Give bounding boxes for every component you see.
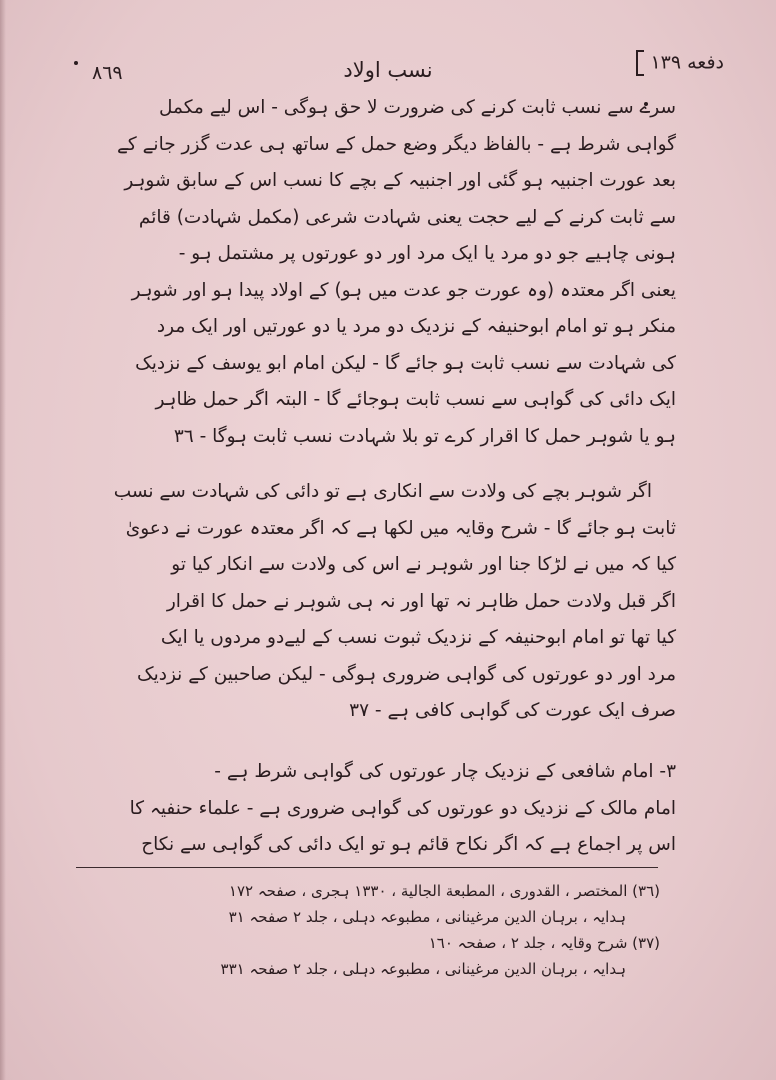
text-line: ہو یا شوہر حمل کا اقرار کرے تو بلا شہادت نسب ثابت ہوگا - ٣٦ — [173, 425, 676, 447]
text-line: ثابت ہو جائے گا - شرح وقایہ میں لکھا ہے کہ اگر معتدہ عورت نے دعویٰ — [125, 517, 676, 539]
page-number: ٨٦٩ — [92, 62, 123, 84]
text-line: امام مالک کے نزدیک دو عورتوں کی گواہی ضروری ہے - علماء حنفیہ کا — [129, 797, 676, 819]
text-line: ایک دائی کی گواہی سے نسب ثابت ہوجائے گا - البتہ اگر حمل ظاہر — [155, 389, 676, 410]
text-line: اگر قبل ولادت حمل ظاہر نہ تھا اور نہ ہی شوہر نے حمل کا اقرار — [166, 590, 676, 612]
text-line: ہونی چاہیے جو دو مرد یا ایک مرد اور دو عورتوں پر مشتمل ہو - — [178, 243, 676, 264]
text-line: کیا کہ میں نے لڑکا جنا اور شوہر نے اس کی ولادت سے انکار کیا تو — [171, 554, 676, 575]
footnote-divider — [76, 867, 658, 868]
text-line: اگر شوہر بچے کی ولادت سے انکاری ہے تو دائی کی شہادت سے نسب — [113, 481, 652, 502]
text-line: منکر ہو تو امام ابوحنیفہ کے نزدیک دو مرد یا دو عورتیں اور ایک مرد — [156, 316, 676, 337]
footnote-37: (٣٧) شرح وقایہ ، جلد ٢ ، صفحہ ١٦٠ — [428, 934, 660, 952]
paragraph-2 — [96, 474, 676, 730]
text-line: مرد اور دو عورتوں کی گواہی ضروری ہوگی - لیکن صاحبین کے نزدیک — [137, 663, 676, 685]
paragraph-3 — [96, 754, 676, 864]
text-line: کیا تھا تو امام ابوحنیفہ کے نزدیک ثبوت نسب کے لیےدو مردوں یا ایک — [160, 627, 676, 648]
text-line: سے ثابت کرنے کے لیے حجت یعنی شہادت شرعی (مکمل شہادت) قائم — [138, 206, 676, 228]
text-line: بعد عورت اجنبیہ ہو گئی اور اجنبیہ کے بچے کا نسب اس کے سابق شوہر — [124, 170, 676, 191]
text-line: ٣- امام شافعی کے نزدیک چار عورتوں کی گواہی شرط ہے - — [214, 761, 676, 782]
section-label-text: دفعه ١٣٩ — [650, 51, 724, 74]
section-bracket — [636, 50, 644, 76]
paragraph-1 — [96, 90, 676, 455]
running-title: نسب اولاد — [343, 58, 433, 82]
footnote-37-cont: ہدایہ ، برہان الدین مرغینانی ، مطبوعہ دہلی ، جلد ٢ صفحہ ٣٣١ — [220, 960, 626, 978]
section-label — [636, 50, 724, 76]
footnotes — [160, 878, 660, 982]
footnote-36: (٣٦) المختصر ، القدوری ، المطبعة الجالية ، ١٣٣٠ ہجری ، صفحہ ١٧٢ — [228, 882, 660, 900]
text-line: یعنی اگر معتدہ (وہ عورت جو عدت میں ہو) کے اولاد پیدا ہو اور شوہر — [131, 279, 676, 301]
text-line: اس پر اجماع ہے کہ اگر نکاح قائم ہو تو ایک دائی کی گواہی سے نکاح — [141, 834, 676, 855]
footnote-36-cont: ہدایہ ، برہان الدین مرغینانی ، مطبوعہ دہلی ، جلد ٢ صفحہ ٣١ — [228, 908, 626, 926]
text-line: کی شہادت سے نسب ثابت ہو جائے گا - لیکن امام ابو یوسف کے نزدیک — [135, 352, 676, 374]
text-line: صرف ایک عورت کی گواہی کافی ہے - ٣٧ — [349, 700, 676, 721]
text-line: گواہی شرط ہے - بالفاظ دیگر وضع حمل کے ساتھ ہی عدت گزر جانے کے — [117, 133, 676, 155]
page-edge-shadow — [0, 0, 6, 1080]
text-line: سرے سے نسب ثابت کرنے کی ضرورت لا حق ہوگی - اس لیے مکمل — [158, 97, 676, 118]
